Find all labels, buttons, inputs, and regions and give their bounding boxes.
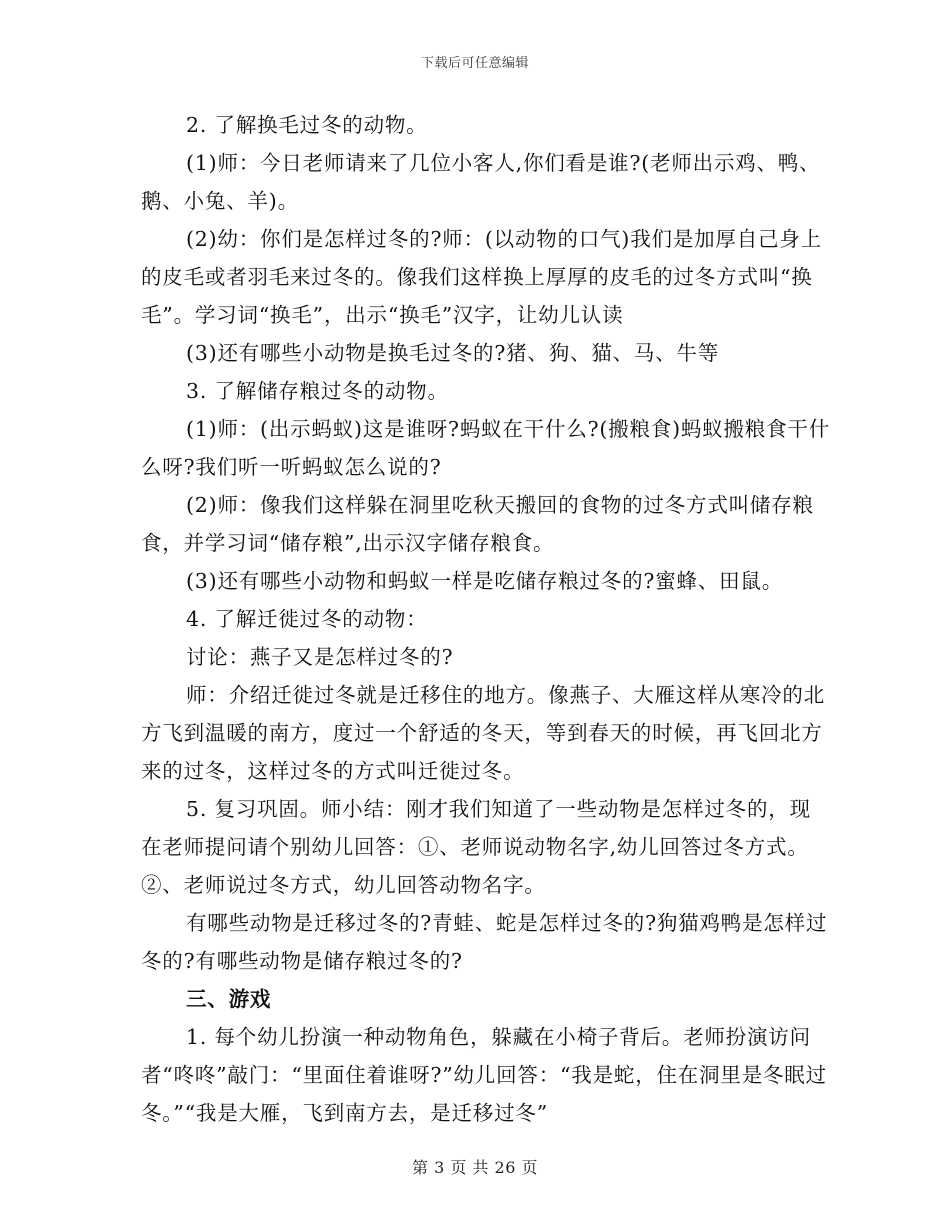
page-header: 下载后可任意编辑	[420, 56, 529, 71]
paragraph: (3)还有哪些小动物是换毛过冬的?猪、狗、猫、马、牛等	[186, 341, 720, 365]
paragraph: (1)师：今日老师请来了几位小客人,你们看是谁?(老师出示鸡、鸭、鹅、小兔、羊)。	[141, 151, 821, 213]
paragraph: (3)还有哪些小动物和蚂蚁一样是吃储存粮过冬的?蜜蜂、田鼠。	[186, 569, 784, 593]
paragraph: (1)师：(出示蚂蚁)这是谁呀?蚂蚁在干什么?(搬粮食)蚂蚁搬粮食干什么呀?我们听一听蚂蚁怎么说的?	[141, 417, 831, 479]
section-heading-3: 3. 了解储存粮过冬的动物。	[186, 379, 449, 403]
page-number: 第 3 页 共 26 页	[412, 1158, 538, 1177]
paragraph: (2)幼：你们是怎样过冬的?师：(以动物的口气)我们是加厚自己身上的皮毛或者羽毛来过冬的。像我们这样换上厚厚的皮毛的过冬方式叫“换毛”。学习词“换毛”，出示“换毛”汉字，让幼儿认读	[141, 227, 822, 327]
document-body	[141, 106, 831, 1132]
section-heading-4: 4. 了解迁徙过冬的动物：	[186, 607, 428, 631]
paragraph: 1. 每个幼儿扮演一种动物角色，躲藏在小椅子背后。老师扮演访问者“咚咚”敲门：“里面住着谁呀?”幼儿回答：“我是蛇，住在洞里是冬眠过冬。”“我是大雁，飞到南方去，是迁移过冬”	[141, 1025, 827, 1125]
paragraph: 讨论：燕子又是怎样过冬的?	[186, 645, 454, 669]
paragraph: 师：介绍迁徙过冬就是迁移住的地方。像燕子、大雁这样从寒冷的北方飞到温暖的南方，度过一个舒适的冬天，等到春天的时候，再飞回北方来的过冬，这样过冬的方式叫迁徙过冬。	[141, 683, 825, 783]
section-heading-game: 三、游戏	[186, 987, 272, 1011]
section-heading-5: 5. 复习巩固。师小结：刚才我们知道了一些动物是怎样过冬的，现在老师提问请个别幼儿回答：①、老师说动物名字,幼儿回答过冬方式。②、老师说过冬方式，幼儿回答动物名字。	[141, 797, 811, 897]
paragraph: (2)师：像我们这样躲在洞里吃秋天搬回的食物的过冬方式叫储存粮食，并学习词“储存粮”,出示汉字储存粮食。	[141, 493, 814, 555]
paragraph: 有哪些动物是迁移过冬的?青蛙、蛇是怎样过冬的?狗猫鸡鸭是怎样过冬的?有哪些动物是储存粮过冬的?	[141, 911, 828, 973]
section-heading-2: 2. 了解换毛过冬的动物。	[186, 113, 428, 137]
